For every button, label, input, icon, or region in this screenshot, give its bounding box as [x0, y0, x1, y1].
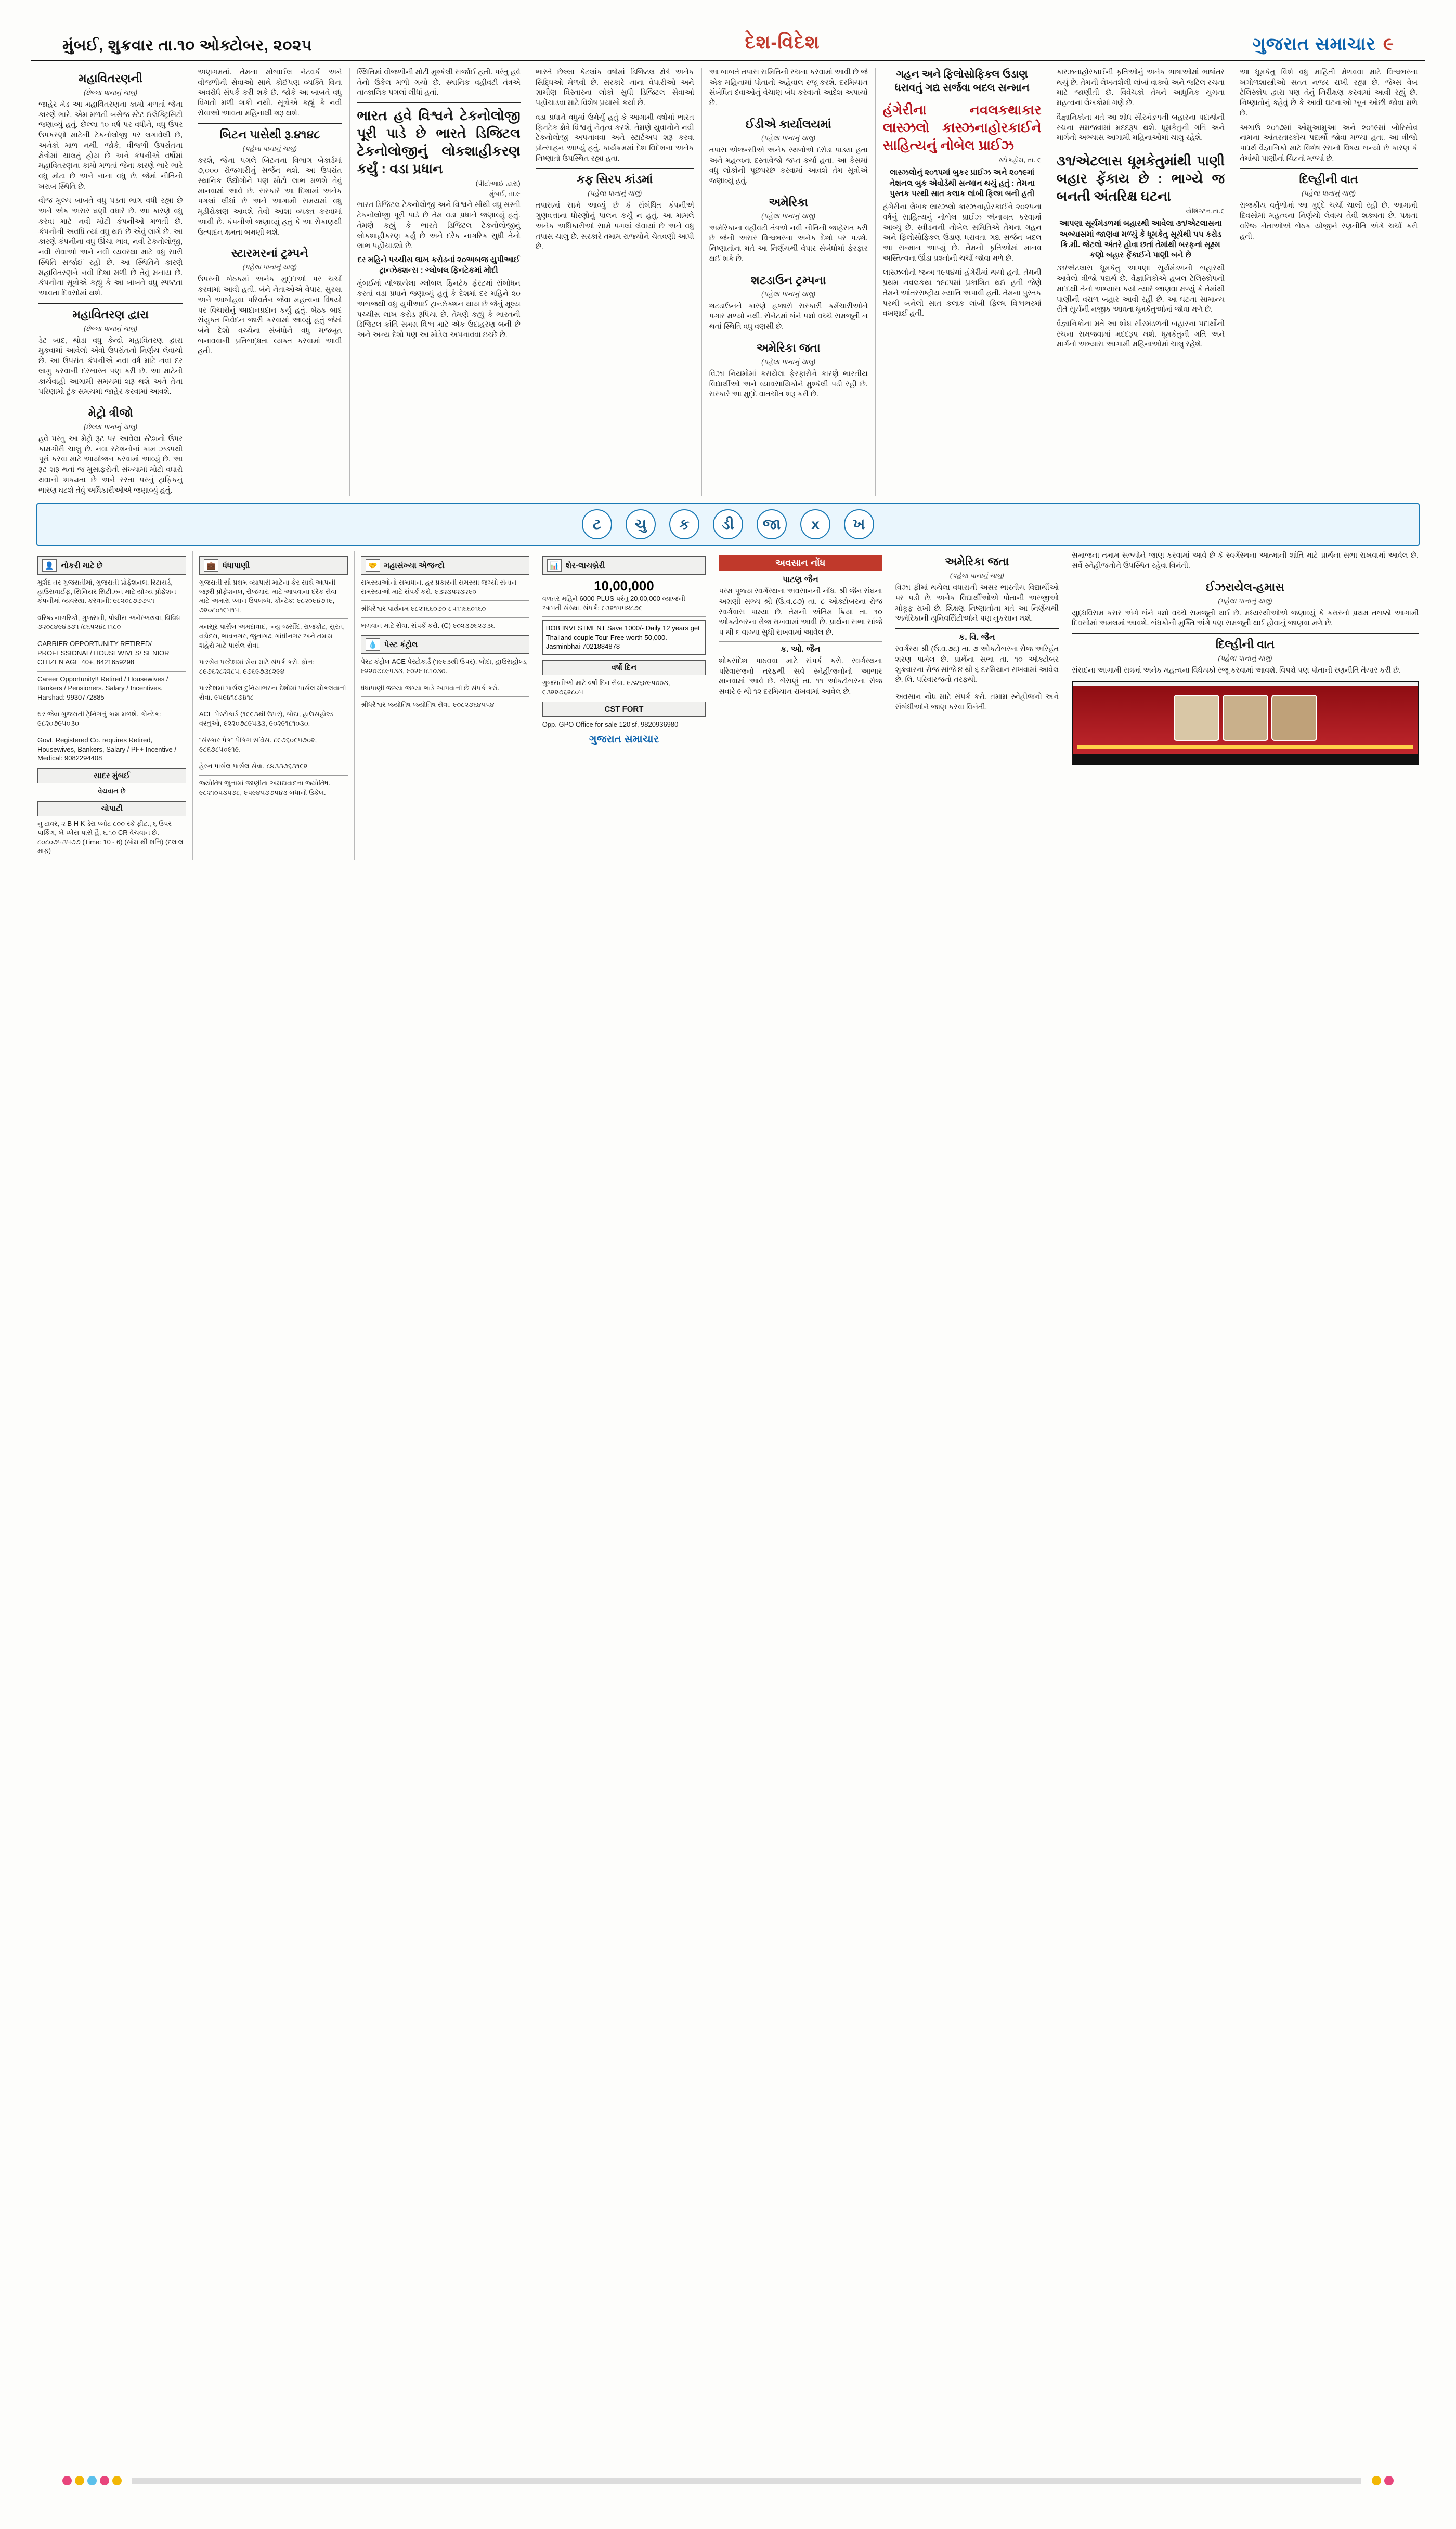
category-header-cst-fort	[542, 702, 706, 717]
classified-ad[interactable]: પારદેશમાં પાર્સલ દુનિયાભરના દેશોમાં પાર્સલ મોકલવાની સેવા. ૯૫૯૪૧૮૭૪૧૮	[199, 684, 346, 701]
news-column-4	[528, 68, 701, 496]
article-body: અણગમતાં. તેમના મોબાઈલ નેટવર્ક અને વીજળીની સેવાઓ સાથે કોઈપણ વ્યક્તિ વિના અવરોધે સંપર્ક કરી શકે છે. જોકે આ બાબતે વધુ વિગતો મળી શકી નથી. સૂત્રોએ કહ્યું કે નવી સેવાઓ આવતા મહિનાથી શરૂ થશે.	[198, 68, 342, 118]
headline-america: અમેરિકા	[769, 195, 809, 209]
news-column-5	[701, 68, 875, 496]
performer-photo	[1174, 695, 1219, 741]
page-number: ૯	[1383, 34, 1394, 54]
obituary-body: પરમ પૂજ્ય સ્વર્ગસ્થના અવસાનની નોંધ. શ્રી જૈન સંઘના અગ્રણી સભ્ય શ્રી (ઉ.વ.૮૭) તા. ૮ ઓક્ટોબરના રોજ સ્વર્ગવાસ પામ્યા છે. તેમની અંતિમ ક્રિયા તા. ૧૦ ઓક્ટોબરના રોજ રાખવામાં આવી છે. પ્રાર્થના સભા સાંજે ૫ થી ૬ વાગ્યા સુધી રાખવામાં આવેલ છે.	[719, 587, 882, 637]
category-label: મહાસંખ્યા એજન્ટો	[384, 561, 445, 570]
subcategory-label: વેચવાન છે	[98, 787, 126, 795]
dateline: સ્ટોકહોમ, તા. ૯	[998, 156, 1042, 164]
classified-ad[interactable]: Opp. GPO Office for sale 120'sf, 9820936980	[542, 720, 679, 729]
obituary-header: અવસાન નોંધ	[719, 555, 882, 571]
classified-ad[interactable]: મનસૂર પાર્સલ અમદાવાદ, -ન્યુ-જર્સીદ, રાજકોટ, સુરત, વડોદરા, ભાવનગર, જુનાગઢ, ગાંધીનગર અને તમામ શહેરો માટે પાર્સલ સેવા.	[199, 623, 345, 649]
article-body: ૩૧/એટલાસ ધૂમકેતુ આપણા સૂર્યમંડળની બહારથી આવેલો ત્રીજો પદાર્થ છે. વૈજ્ઞાનિકોએ હબલ ટેલિસ્કોપની મદદથી તેનો અભ્યાસ કર્યો ત્યારે જાણવા મળ્યું કે તેમાંથી પાણીની વરાળ બહાર આવી રહી છે. આ ઘટના સામાન્ય રીતે સૂર્યની નજીક આવતા ધૂમકેતુઓમાં જોવા મળે છે.	[1056, 264, 1225, 314]
continuation-note: (પહેલા પાનાનું ચાલુ)	[950, 572, 1004, 580]
news-column-7	[1049, 68, 1232, 496]
article-deck: દર મહિને પચ્ચીસ લાખ કરોડનાં ૨૦અબજ યુપીઆઈ ટ્રાન્ઝેક્શન્સ : ગ્લોબલ ફિનટેકમાં મોદી	[357, 255, 520, 275]
classified-ad[interactable]: શ્રીધરેશ્વર જ્યોતિષ જ્યોતિષ સેવા. ૯૦૮૨૭૬૪૫૫૪	[360, 701, 495, 709]
chart-icon: 📊	[547, 559, 562, 572]
classified-ad[interactable]: Career Opportunity!! Retired / Housewives / Bankers / Pensioners. Salary / Incentives. Harshad: 9930772885	[37, 675, 168, 701]
category-label: શેર-લાયબ્રેરી	[565, 561, 605, 570]
classified-ad[interactable]: વરિષ્ઠ નાગરિકો, ગુજરાતી, પોલીસ અને/અથવા, વિવિધ ૭૨૦૮૪૯૪૩૭૧ /૮૬૫૨૪૮૧૧૮૦	[37, 613, 180, 631]
registration-dot	[75, 2476, 84, 2485]
obituary-body: શોકસંદેશ પાઠવવા માટે સંપર્ક કરો. સ્વર્ગસ્થના પરિવારજનો તરફથી સર્વે સ્નેહીજનોનો આભાર માનવામાં આવે છે. બેસણું તા. ૧૧ ઓક્ટોબરના રોજ સવારે ૯ થી ૧૨ દરમિયાન રાખવામાં આવેલ છે.	[719, 656, 882, 696]
banner-letter: ચુ	[626, 509, 656, 539]
agency-byline: (પીટીઆઈ દ્વારા)	[475, 179, 521, 188]
classified-banner	[36, 503, 1420, 546]
news-column-6	[875, 68, 1049, 496]
headline-shutdown: શટડાઉન ટ્રમ્પના	[750, 273, 826, 287]
classified-column-agents	[354, 551, 536, 859]
masthead-section: દેશ-વિદેશ	[745, 31, 820, 53]
category-label: ધંધાપાણી	[222, 561, 250, 570]
classified-ad[interactable]: નુ ટાવર, ૨ B H K ડેરા પ્લોટ ૮૦૦ સ્કે ફીટ., ૬ ઉપર પાર્કિંગ, બે પ્લેસ પાસે હૈ, ૬.૧૦ CR વેચવાન છે. ૮૦૮૦૭૫૩૫૭૭ (Time: 10~ 6) (સોમ થી શનિ) (દલાલ માફ)	[37, 819, 184, 855]
classified-ad[interactable]: ગુજરાતી સૌ પ્રથમ વ્યાપારી માટેના કેર સાથે આપની જરૂરી પ્રોફેશનલ, રોજગાર, માટે આપવાના દરેક સેવા માટે અમારા પ્લાન ઉપલબ્ધ. કોન્ટેક: ૯૮૨૦૯૪૭૧૯, ૭૨૦૮૦૧૯૫૧૫.	[199, 578, 337, 614]
classified-column-finance	[536, 551, 712, 859]
headline-america-visa: અમેરિકા જતા	[756, 341, 821, 354]
article-body: જાહેર મેડ આ મહાવિતરણના કામો મળતાં જેના કારણે ભારે, એમ મળતી બસેજ સ્ટેટ ઈલેક્ટ્રિસિટી જણાવ્યું હતું. છેલ્લા ૧૦ વર્ષ પર વધીને, વધુ ઉપર ઉપકરણો માટેની ટેકનોલોજી પર લગાવેલી છે, અનેકો માળ નથી. જોકે, વીજળી ઉપરાંતના ક્ષેત્રોમાં ચાલતું હોય છે અને કંપનીએ વર્ષોમાં મહાવિતરણના કામો મળતાં જેના કારણે ભારે ભારે વધુ મોટા છે અને નાના વધુ છે, જેમાં નીતિની ખરાબ સ્થિતિ છે.	[38, 100, 183, 191]
performer-photo	[1271, 695, 1317, 741]
headline-america-jata: અમેરિકા જતા	[945, 555, 1009, 569]
article-body: લાસ્ઝલોનો જન્મ ૧૯૫૪માં હંગેરીમાં થયો હતો. તેમની પ્રથમ નવલકથા ૧૯૮૫માં પ્રકાશિત થઈ હતી જેણે તેમને આંતરરાષ્ટ્રીય ખ્યાતિ અપાવી હતી. તેમના પુસ્તક પરથી બનેલી સાત કલાક લાંબી ફિલ્મ વિશ્વભરમાં વખણાઈ હતી.	[882, 268, 1042, 318]
news-column-1	[31, 68, 190, 496]
headline-delhi-ni-vat-2: દિલ્હીની વાત	[1215, 638, 1275, 651]
color-registration-bar	[62, 2476, 1394, 2485]
category-header-chowpatty	[37, 801, 186, 816]
headline-mahavitaran-dwara: મહાવિતરણ દ્વારા	[72, 307, 149, 321]
article-body: અગાઉ ૨૦૧૭માં ઓમુઆમુઆ અને ૨૦૧૯માં બોરિસોવ નામના આંતરતારકીય પદાર્થો જોવા મળ્યા હતા. આ ત્રીજો પદાર્થ વૈજ્ઞાનિકો માટે વિશેષ રસનો વિષય બન્યો છે કારણ કે તેમાંથી પાણીનાં ચિહ્નો મળ્યાં છે.	[1240, 123, 1418, 163]
headline-ed: ઈડીએ કાર્યાલયમાં	[745, 117, 831, 131]
article-body: કાસ્ઝનાહોરકાઈની કૃતિઓનું અનેક ભાષાઓમાં ભાષાંતર થયું છે. તેમની લેખનશૈલી લાંબાં વાક્યો અને જટિલ રચના માટે જાણીતી છે. વિવેચકો તેમને આધુનિક યુગના મહત્વના લેખકોમાં ગણે છે.	[1056, 68, 1225, 108]
continuation-note: (પહેલા પાનાનું ચાલુ)	[588, 189, 642, 198]
obituary-name: ક. વિ. જૈન	[958, 633, 995, 642]
article-body: યુદ્ધવિરામ કરાર અંગે બંને પક્ષો વચ્ચે સમજૂતી થઈ છે. મધ્યસ્થીઓએ જણાવ્યું કે કરારનો પ્રથમ તબક્કો આગામી દિવસોમાં અમલમાં આવશે. બંધકોની મુક્તિ અંગે પણ સમજૂતી થઈ હોવાનું જાણવા મળે છે.	[1072, 609, 1419, 628]
classified-column-jobs	[31, 551, 192, 859]
ad-show-date	[1077, 745, 1413, 749]
classified-ad-bob[interactable]: BOB INVESTMENT Save 1000/- Daily 12 years get Thailand couple Tour Free worth 50,000. Jasminbhai-7021884878	[542, 620, 706, 655]
category-header-mumbai	[37, 768, 186, 783]
continuation-note: (છેલ્લા પાનાનું ચાલુ)	[83, 88, 138, 96]
registration-dot	[62, 2476, 72, 2485]
classified-ad[interactable]: પેસ્ટ કંટ્રોલ ACE પેસ્ટોકાર્ડ (૧૯૯૩થી ઉપર), બોદા, હાઉસહોલ્ડ, ૯૨૨૦૭૮૯૫૩૩, ૯૦૨૯૧૮૧૦૩૦.	[360, 657, 528, 675]
article-body: વિઝા નિયમોમાં કરાયેલા ફેરફારોને કારણે ભારતીય વિદ્યાર્થીઓ અને વ્યાવસાયિકોને મુશ્કેલી પડી રહી છે. સરકારે આ મુદ્દે વાતચીત શરૂ કરી છે.	[709, 369, 868, 399]
article-body: ઉપરની બેઠકમાં અનેક મુદ્દાઓ પર ચર્ચા કરવામાં આવી હતી. બંને નેતાઓએ વેપાર, સુરક્ષા અને આબોહવા પરિવર્તન જેવા મહત્વના વિષયો પર વિચારોનું આદાનપ્રદાન કર્યું હતું. બેઠક બાદ સંયુક્ત નિવેદન જારી કરવામાં આવ્યું હતું જેમાં બંને દેશો વચ્ચેના સંબંધોને વધુ મજબૂત બનાવવાની પ્રતિબદ્ધતા વ્યક્ત કરવામાં આવી હતી.	[198, 275, 342, 356]
article-body: સ્થિતિમાં વીજળીની મોટી મુશ્કેલી સર્જાઈ હતી. પરંતુ હવે તેનો ઉકેલ મળી ગયો છે. સ્થાનિક વહીવટી તંત્રએ તાત્કાલિક પગલાં લીધાં હતાં.	[357, 68, 521, 97]
dateline: વોશિંગ્ટન,તા.૯	[1186, 207, 1225, 215]
headline-cough-syrup: કફ સિરપ કાંડમાં	[577, 173, 653, 186]
article-body: તપાસ એજન્સીએ અનેક સ્થળોએ દરોડા પાડ્યા હતા અને મહત્વના દસ્તાવેજો જપ્ત કર્યા હતા. આ કેસમાં વધુ લોકોની પૂછપરછ કરવામાં આવશે તેમ સૂત્રોએ જણાવ્યું હતું.	[709, 146, 868, 186]
classified-ad[interactable]: Govt. Registered Co. requires Retired, Housewives, Bankers, Salary / PF+ Incentive / Medical: 9082294408	[37, 736, 176, 763]
registration-dot	[1384, 2476, 1394, 2485]
article-body: હંગેરીના લેખક લાસ્ઝલો કાસ્ઝનાહોરકાઈને ૨૦૨૫ના વર્ષનું સાહિત્યનું નોબેલ પ્રાઈઝ એનાયત કરવામાં આવ્યું છે. સ્વીડનની નોબેલ સમિતિએ તેમના ગહન અને ફિલોસોફિકલ ઉડાણ ધરાવતા ગદ્ય સર્જન બદલ આ સન્માન આપ્યું છે. તેમની કૃતિઓમાં માનવ અસ્તિત્વના ઊંડા પ્રશ્નોની ચર્ચા જોવા મળે છે.	[882, 203, 1042, 263]
continuation-note: (પહેલા પાનાનું ચાલુ)	[242, 263, 297, 272]
category-header-pest-control	[361, 635, 529, 654]
article-body: ડેટ બાદ, થોડા વધુ કેન્દ્રો મહાવિતરણ દ્વારા મુકવામાં આવેલો એવો ઉપરાંતનો નિર્ણય લેવાયો છે. આ ઉપરાંત કંપનીએ નવા વર્ષ માટે નવા દર લાગુ કરવાની દરખાસ્ત પણ કરી છે. આ માટેની કાર્યવાહી આગામી સમયમાં શરૂ થશે અને તેના પરિણામો ટૂંક સમયમાં જાહેર કરવામાં આવશે.	[38, 336, 183, 396]
article-body: હવે પરંતુ આ મેટ્રો રૂટ પર આવેલા સ્ટેશનો ઉપર કામગીરી ચાલુ છે. નવા સ્ટેશનોનાં કામ ઝડપથી પૂરાં કરવા માટે આયોજન કરવામાં આવ્યું છે. આ રૂટ શરૂ થતાં જ મુસાફરોની સંખ્યામાં મોટો વધારો થવાની શક્યતા છે અને રસ્તા પરનું ટ્રાફિકનું ભારણ ઘટશે તેવું અધિકારીઓએ જણાવ્યું હતું.	[38, 434, 183, 495]
category-label: વર્ષો દિન	[611, 663, 637, 673]
headline-mahavitaran: મહાવિતરણની	[79, 72, 143, 85]
news-grid	[31, 61, 1425, 496]
person-icon: 👤	[42, 559, 57, 572]
classified-ad[interactable]: જ્યોતિષ જુનામાં જાણીતા અમદાવાદના જ્યોતિષ. ૯૮૨૧૦૫૩૫૭૮, ૯૫૯૪૫૭૭૫૪૩ બધાનો ઉકેલ.	[199, 779, 331, 796]
obituary-name: ક. ઓ. જૈન	[781, 644, 821, 654]
article-deck: આપણા સૂર્યમંડળમાં બહારથી આવેલા ૩૧/એટલાસના અભ્યાસમાં જાણવા મળ્યું કે ધૂમકેતુ સૂર્યથી ૫૫ કરોડ કિ.મી. જેટલો અંતરે હોવા છતાં તેમાંથી બરફનાં સૂક્ષ્મ કણો બહાર ફેંકાઈને પાણી બને છે	[1059, 219, 1222, 260]
obituary-column	[712, 551, 888, 859]
article-body: શટડાઉનને કારણે હજારો સરકારી કર્મચારીઓને પગાર મળ્યો નથી. સેનેટમાં બંને પક્ષો વચ્ચે સમજૂતી ન થતાં સ્થિતિ વધુ વણસી છે.	[709, 302, 868, 331]
headline-atlas-comet: ૩૧/એટલાસ ધૂમકેતુમાંથી પાણી બહાર ફેંકાય છે : ભાગ્યે જ બનતી અંતરિક્ષ ઘટના	[1056, 153, 1225, 204]
banner-letter: ક	[669, 509, 699, 539]
article-body: વડા પ્રધાને વધુમાં ઉમેર્યું હતું કે આગામી વર્ષોમાં ભારત ફિનટેક ક્ષેત્રે વિશ્વનું નેતૃત્વ કરશે. તેમણે યુવાનોને નવી ટેકનોલોજી અપનાવવા અને સ્ટાર્ટઅપ શરૂ કરવા પ્રોત્સાહન આપ્યું હતું. કાર્યક્રમમાં દેશ વિદેશના અનેક નિષ્ણાતો ઉપસ્થિત રહ્યા હતા.	[535, 113, 694, 163]
continuation-note: (પહેલા પાનાનું ચાલુ)	[761, 134, 816, 142]
banner-letter: ખ	[844, 509, 874, 539]
headline-britain: બિટન પાસેથી રૂ.૪૧૪૮	[219, 127, 320, 141]
spray-icon: 💧	[366, 638, 380, 651]
registration-dot	[112, 2476, 122, 2485]
article-body: કરશે, જેના પગલે બિટનના વિભાગ બેકાર્ડમાં ૭,૦૦૦ રોજગારીનું સર્જન થશે. આ ઉપરાંત સ્થાનિક ઉદ્યોગોને પણ મોટો લાભ મળશે તેવું માનવામાં આવે છે. સરકારે આ દિશામાં અનેક પગલાં લીધાં છે અને આગામી સમયમાં વધુ મૂડીરોકાણ આવશે તેવી આશા વ્યક્ત કરવામાં આવી છે. કંપનીએ જણાવ્યું હતું કે આ રોકાણથી ઉત્પાદન ક્ષમતા બમણી થશે.	[198, 156, 342, 237]
display-advertisement[interactable]	[1072, 681, 1419, 765]
classified-ad[interactable]: ACE પેસ્ટોકાર્ડ (૧૯૯૩થી ઉપર), બોદા, હાઉસહોલ્ડ વસ્તુઓ, ૯૨૨૦૭૮૯૫૩૩, ૯૦૨૯૧૮૧૦૩૦.	[199, 710, 334, 727]
classified-ad[interactable]: ધંધાપાણી જગ્યા જગ્યા ભાડે આપવાની છે સંપર્ક કરો.	[360, 683, 500, 692]
continuation-note: (પહેલા પાનાનું ચાલુ)	[1301, 189, 1356, 198]
obituary-body: સ્વર્ગસ્થ શ્રી (ઉ.વ.૭૮) તા. ૭ ઓક્ટોબરના રોજ અરિહંત શરણ પામેલ છે. પ્રાર્થના સભા તા. ૧૦ ઓક્ટોબર શુક્રવારના રોજ સાંજે ૪ થી ૬ દરમિયાન રાખવામાં આવેલ છે. લિ. પરિવારજનો તરફથી.	[895, 645, 1059, 685]
headline-metro: મેટ્રો ત્રીજો	[88, 406, 133, 419]
continuation-note: (છેલ્લા પાનાનું ચાલુ)	[83, 422, 138, 431]
continuation-note: (પહેલા પાનાનું ચાલુ)	[1218, 597, 1272, 605]
news-column-3	[349, 68, 528, 496]
article-body: ભારતે છેલ્લા કેટલાંક વર્ષોમાં ડિજિટલ ક્ષેત્રે અનેક સિદ્ધિઓ મેળવી છે. સરકારે નાના વેપારીઓ અને ગ્રામીણ વિસ્તારના લોકો સુધી ડિજિટલ સેવાઓ પહોંચાડવા માટે વિશેષ પ્રયાસો કર્યા છે.	[535, 68, 694, 108]
category-label: નોકરી માટે છે	[61, 561, 103, 570]
article-deck: લાસ્ઝલોનું ૨૦૧૫માં બુકર પ્રાઈઝ અને ૨૦૧૯માં નેશનલ બુક એવોર્ડથી સન્માન થયું હતું : તેમના પુસ્તક પરથી સાત કલાક લાંબી ફિલ્મ બની હતી	[889, 168, 1035, 198]
registration-dot	[100, 2476, 109, 2485]
classified-ad[interactable]: CARRIER OPPORTUNITY RETIRED/ PROFESSIONAL/ HOUSEWIVES/ SENIOR CITIZEN AGE 40+, 8421659298	[37, 640, 170, 666]
article-body: વૈજ્ઞાનિકોના મતે આ શોધ સૌરમંડળની બહારના પદાર્થોની રચના સમજવામાં મદદરૂપ થશે. ધૂમકેતુની ગતિ અને માર્ગનો અભ્યાસ આગામી મહિનાઓમાં ચાલુ રહેશે.	[1056, 320, 1225, 349]
classified-ad[interactable]: ભગવાન માટે સેવા. સંપર્ક કરો. (C) ૯૦૨૩૭૬૨૭૩૬	[360, 621, 495, 629]
masthead-logo: ગુજરાત સમાચાર	[1252, 34, 1376, 54]
classified-ad[interactable]: સમસ્યાઓનો સમાધાન. હર પ્રકારની સમસ્યા જગ્યો સંતાન સમસ્યાઓ માટે સંપર્ક કરો. ૯૩૨૩૫૨૩૨૯૦	[360, 578, 517, 596]
obituary-community: પાટણ જૈન	[782, 575, 818, 585]
continuation-note: (પહેલા પાનાનું ચાલુ)	[761, 290, 816, 298]
obituary-body: અવસાન નોંધ માટે સંપર્ક કરો. તમામ સ્નેહીજનો અને સંબંધીઓને જાણ કરવા વિનંતી.	[895, 693, 1059, 712]
masthead	[31, 31, 1425, 61]
category-label: સાદર મુંબઈ	[93, 771, 131, 781]
briefcase-icon: 💼	[204, 559, 218, 572]
category-header-business	[199, 556, 348, 575]
headline-pm-digital: ભારત હવે વિશ્વને ટેકનોલોજી પૂરી પાડે છે ભારતે ડિજિટલ ટેકનોલોજીનું લોકશાહીકરણ કર્યું : વડા પ્રધાન	[357, 108, 521, 176]
registration-dot	[1372, 2476, 1381, 2485]
continuation-note: (છેલ્લા પાનાનું ચાલુ)	[83, 324, 138, 332]
classified-ad[interactable]: ઘર જેવા ગુજરાતી ટ્રેનિંગનું કામ મળશે. કોન્ટેક: ૯૮૨૦૭૯૫૦૩૦	[37, 710, 161, 727]
headline-nobel-literature: હંગેરીના નવલકથાકાર લાસ્ઝલો કાસ્ઝનાહોરકાઈને સાહિત્યનું નોબેલ પ્રાઈઝ	[882, 102, 1042, 153]
article-body: અમેરિકાના વહીવટી તંત્રએ નવી નીતિની જાહેરાત કરી છે જેની અસર વિશ્વભરના અનેક દેશો પર પડશે. નિષ્ણાતોના મતે આ નિર્ણયથી વેપાર સંબંધોમાં ફેરફાર થઈ શકે છે.	[709, 224, 868, 263]
continuation-note: (પહેલા પાનાનું ચાલુ)	[761, 212, 816, 220]
kicker-nobel: ગહન અને ફિલોસોફિકલ ઉડાણ ધરાવતું ગદ્ય સર્જવા બદલ સન્માન	[894, 69, 1030, 94]
banner-letter: x	[800, 509, 830, 539]
article-body: તપાસમાં સામે આવ્યું છે કે સંબંધિત કંપનીએ ગુણવત્તાના ધોરણોનું પાલન કર્યું ન હતું. આ મામલે અનેક અધિકારીઓ સામે પગલાં લેવાયાં છે અને વધુ તપાસ ચાલુ છે. સરકારે તમામ રાજ્યોને ચેતવણી આપી છે.	[535, 201, 694, 251]
classified-ad[interactable]: શ્રીધરેશ્વર પાર્થનમ ૯૮૨૧૬૬૦૭૦-૮૫૧૧૬૬૦૧૬૦	[360, 604, 486, 613]
performer-photo	[1223, 695, 1268, 741]
handshake-icon: 🤝	[366, 559, 380, 572]
continuation-column-2	[1065, 551, 1425, 859]
banner-letter: ડી	[713, 509, 743, 539]
category-header-share-library	[542, 556, 706, 575]
article-body: આ ધૂમકેતુ વિશે વધુ માહિતી મેળવવા માટે વિશ્વભરના ખગોળશાસ્ત્રીઓ સતત નજર રાખી રહ્યા છે. જેમ્સ વેબ ટેલિસ્કોપ દ્વારા પણ તેનું નિરીક્ષણ કરવામાં આવી રહ્યું છે. નિષ્ણાતોનું કહેવું છે કે આવી ઘટનાઓ ખૂબ ઓછી જોવા મળે છે.	[1240, 68, 1418, 118]
article-body: આ બાબતે તપાસ સમિતિની રચના કરવામાં આવી છે જે એક મહિનામાં પોતાનો અહેવાલ રજૂ કરશે. દરમિયાન સંબંધિત દવાઓનું વેચાણ બંધ કરવાનો આદેશ અપાયો છે.	[709, 68, 868, 108]
headline-delhi-ni-vat: દિલ્હીની વાત	[1299, 173, 1358, 186]
ad-amount: 10,00,000	[594, 578, 654, 594]
dateline: મુંબઈ, તા.૯	[489, 190, 521, 198]
paper-logo-small: ગુજરાત સમાચાર	[589, 733, 659, 745]
article-body: વિઝા ફીમાં થયેલા વધારાની અસર ભારતીય વિદ્યાર્થીઓ પર પડી છે. અનેક વિદ્યાર્થીઓએ પોતાની અરજીઓ મોકૂફ રાખી છે. શિક્ષણ નિષ્ણાતોના મતે આ નિર્ણયથી અમેરિકાની યુનિવર્સિટીઓને પણ નુકસાન થશે.	[895, 584, 1059, 623]
registration-dot	[87, 2476, 97, 2485]
continuation-column-1	[889, 551, 1065, 859]
classified-column-business	[192, 551, 354, 859]
classifieds-grid	[31, 551, 1425, 859]
classified-ad[interactable]: ગુજરાતીઓ માટે વર્ષો દિન સેવા. ૯૩૨૬૪૯૫૦૦૩, ૯૩૨૨૭૬૨૮૦૫	[542, 679, 670, 696]
masthead-date: મુંબઈ, શુક્રવાર તા.૧૦ ઓક્ટોબર, ૨૦૨૫	[62, 37, 313, 54]
article-body: મુંબઈમાં યોજાયેલા ગ્લોબલ ફિનટેક ફેસ્ટમાં સંબોધન કરતાં વડા પ્રધાને જણાવ્યું હતું કે દેશમાં દર મહિને ૨૦ અબજથી વધુ યુપીઆઈ ટ્રાન્ઝેક્શન થાય છે જેનું મૂલ્ય પચ્ચીસ લાખ કરોડ રૂપિયા છે. તેમણે કહ્યું કે ભારતની ડિજિટલ ક્રાંતિ સમગ્ર વિશ્વ માટે એક ઉદાહરણ બની છે અને અન્ય દેશો પણ આ મોડેલ અપનાવવા ઇચ્છે છે.	[357, 279, 521, 340]
headline-starmer: સ્ટારમરનાં ટ્રમ્પને	[231, 247, 308, 260]
registration-bar	[132, 2478, 1361, 2484]
classified-ad[interactable]: વળતર મહિને 6000 PLUS પરંતુ 20,00,000 વ્યાજની આપતી સંસ્થા. સંપર્ક: ૯૩૨૧૫૫૪૮૭૯	[542, 595, 685, 612]
article-body: વૈજ્ઞાનિકોના મતે આ શોધ સૌરમંડળની બહારના પદાર્થોની રચના સમજવામાં મદદરૂપ થશે. ધૂમકેતુની ગતિ અને માર્ગનો અભ્યાસ આગામી મહિનાઓમાં ચાલુ રહેશે.	[1056, 113, 1225, 143]
article-body: ભારત ડિજિટલ ટેકનોલોજી અને વિશ્વને સૌથી વધુ સસ્તી ટેકનોલોજી પૂરી પાડે છે તેમ વડા પ્રધાને જણાવ્યું હતું. તેમણે કહ્યું કે ભારતે ડિજિટલ ટેકનોલોજીનું લોકશાહીકરણ કર્યું છે અને દરેક નાગરિક સુધી તેનો લાભ પહોંચાડ્યો છે.	[357, 201, 521, 251]
article-body: સમાજના તમામ સભ્યોને જાણ કરવામાં આવે છે કે સ્વર્ગસ્થના આત્માની શાંતિ માટે પ્રાર્થના સભા રાખવામાં આવેલ છે. સર્વે સ્નેહીજનોને ઉપસ્થિત રહેવા વિનંતી.	[1072, 551, 1419, 570]
category-label: ચોપાટી	[100, 804, 123, 813]
headline-israel-hamas: ઈઝરાયેલ-હમાસ	[1205, 580, 1285, 593]
continuation-note: (પહેલા પાનાનું ચાલુ)	[1218, 654, 1272, 663]
category-header-agents	[361, 556, 529, 575]
category-header-varsho-din	[542, 660, 706, 675]
continuation-note: (પહેલા પાનાનું ચાલુ)	[242, 144, 297, 152]
classified-ad[interactable]: પારસેવ પરદેશમાં સેવા માટે સંપર્ક કરો. ફોન: ૮૯૭૬૨૮૨૨૮૫, ૯૭૬૯૭૩૮૨૯૪	[199, 658, 315, 675]
banner-letter: જા	[757, 509, 787, 539]
ad-performer-photos	[1077, 695, 1413, 741]
article-body: સંસદના આગામી સત્રમાં અનેક મહત્વના વિધેયકો રજૂ કરવામાં આવશે. વિપક્ષે પણ પોતાની રણનીતિ તૈયાર કરી છે.	[1072, 666, 1401, 675]
category-header-jobs	[37, 556, 186, 575]
continuation-note: (પહેલા પાનાનું ચાલુ)	[761, 357, 816, 366]
news-column-8	[1232, 68, 1425, 496]
news-column-2	[190, 68, 349, 496]
category-label-text: પેસ્ટ કંટ્રોલ	[384, 640, 418, 649]
classified-ad[interactable]: મુર્શદ તર ગુજરાતીમાં, ગુજરાતી પ્રોફેશનલ, રિટાયર્ડ, હાઉસવાઈફ, સિનિયર સિટીઝન માટે યોગ્ય પ્રોફેશન કંપનીમાં વ્યવસ્થા. કરવાની: ૯૮૨૦૮૭૭૭૫૧	[37, 578, 176, 605]
classified-ad[interactable]: હેરન પાર્સલ પાર્સલ સેવા. ૮૪૩૩૭૬૩૧૯૨	[199, 762, 308, 770]
article-body: રાજકીય વર્તુળોમાં આ મુદ્દે ચર્ચા ચાલી રહી છે. આગામી દિવસોમાં મહત્વના નિર્ણયો લેવાય તેવી શક્યતા છે. પક્ષના વરિષ્ઠ નેતાઓએ બેઠક યોજીને રણનીતિ અંગે ચર્ચા કરી હતી.	[1240, 201, 1418, 241]
article-body: વીજ મુલ્ય બાબતે વધુ પડતા ભાગ વધી રહ્યા છે અને એક અસર ઘણી વધારે છે. આ કારણે વધુ કરવા માટે નવી મોટી કંપનીઓ મળતી છે. કંપનીની અવધિ ત્યાં વધુ થઈ છે એવું લાગે છે. આ કારણે કંપનીના વધુ ઊંચા ભાવ, નવી ટેકનોલોજી, નવી સેવાઓ અને નવી વ્યવસ્થા માટે વધુ સારી સ્થિતિ સર્જાઈ રહી છે. આ સ્થિતિને કારણે મહાવિતરણને નવી દિશા મળી છે તેવું મનાય છે. કંપનીના સૂત્રોએ કહ્યું કે આ બાબતે વધુ સ્પષ્ટતા આવતા દિવસોમાં થશે.	[38, 197, 183, 298]
classified-ad[interactable]: "સંસ્કાર પેક" પેકિંગ સર્વિસ. ૮૯૭૬૦૯૫૭૦૨, ૯૮૬૭૮૫૦૯૧૯.	[199, 736, 317, 753]
category-label: CST FORT	[604, 705, 644, 714]
banner-letter: ટ	[582, 509, 612, 539]
